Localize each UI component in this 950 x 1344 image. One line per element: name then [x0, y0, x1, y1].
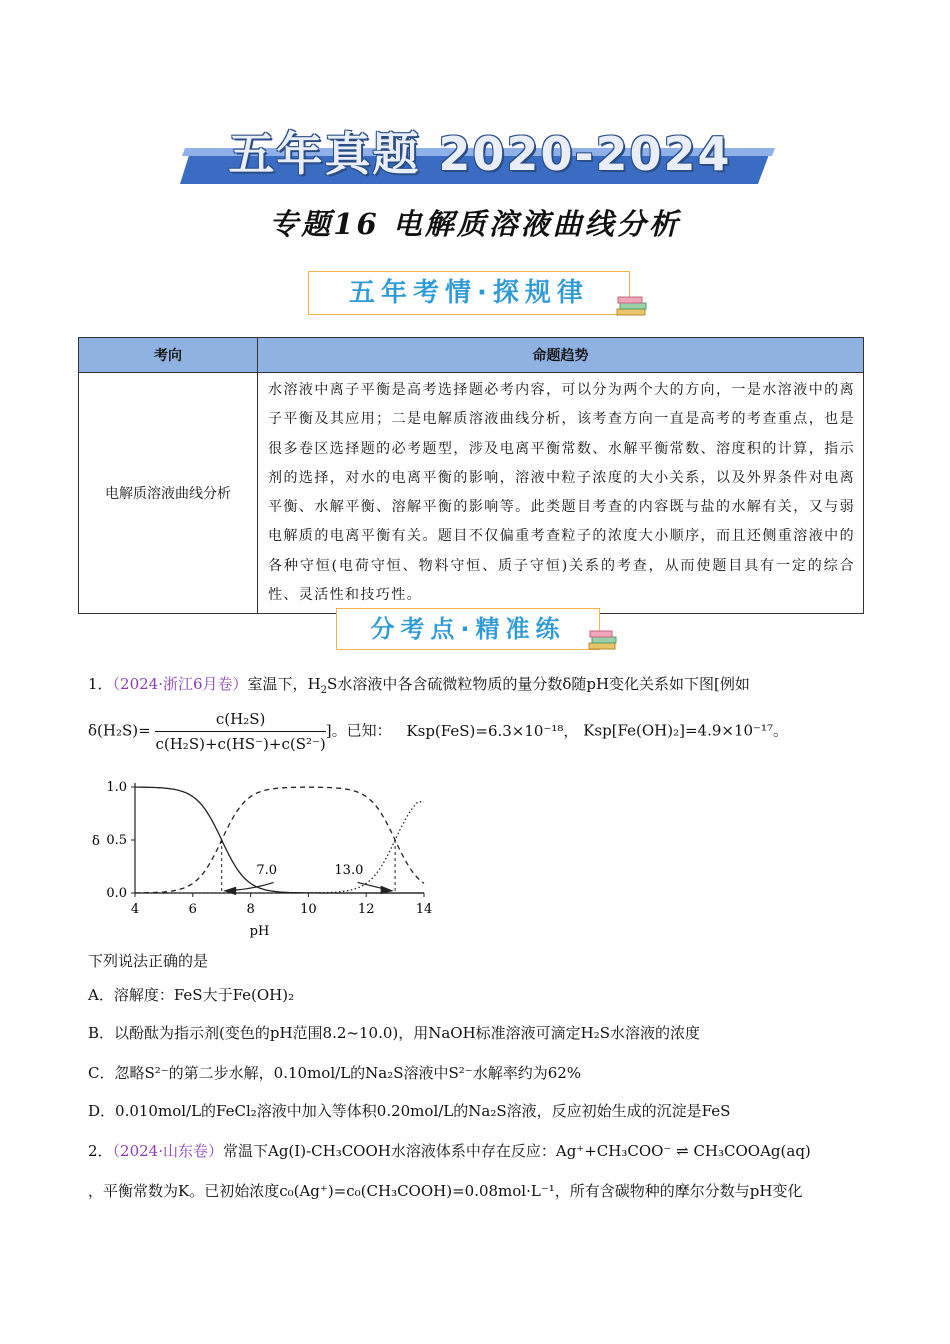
table-row-text: 水溶液中离子平衡是高考选择题必考内容，可以分为两个大的方向，一是水溶液中的离子平衡及其应用；二是电解质溶液曲线分析，该考查方向一直是高考的考查重点，也是很多卷区选择题的必考题型，涉及电离平衡常数、水解平衡常数、溶度积的计算，指示剂的选择，对水的电离平衡的影响，溶液中粒子浓度的大小关系，以及外界条件对电离平衡、水解平衡、溶解平衡的影响等。此类题目考查的内容既与盐的水解有关，又与弱电解质的电离平衡有关。题目不仅偏重考查粒子的浓度大小顺序，而且还侧重溶液中的各种守恒(电荷守恒、物料守恒、质子守恒)关系的考查，从而使题目具有一定的综合性、灵活性和技巧性。	[258, 373, 864, 614]
stem-text: 变化关系如下图[例如	[609, 675, 750, 693]
question-1-stem: 1．（2024·浙江6月卷）室温下，$H_2S$水溶液中各含硫微粒物质的量分数δ随pH变化关系如下图[例如	[88, 675, 750, 696]
chart-curves	[135, 787, 424, 893]
section-heading-practice: 分考点·精准练	[336, 608, 600, 650]
question-1-prompt: 下列说法正确的是	[88, 952, 209, 970]
title-banner	[0, 0, 950, 200]
x-tick-label: 10	[300, 902, 317, 917]
question-number: 2．	[88, 1142, 113, 1160]
arrow-head	[223, 887, 236, 895]
chart-labels	[92, 780, 432, 939]
delta-lhs: δ(H₂S)=	[88, 721, 151, 740]
x-axis-label: pH	[249, 924, 270, 939]
x-tick-label: 12	[357, 902, 375, 917]
question-number: 1．	[88, 675, 113, 693]
series-line-solid	[135, 787, 424, 893]
section-heading-trends: 五年考情·探规律	[308, 271, 630, 315]
y-tick-label: 1.0	[106, 780, 127, 795]
fraction-numerator: c(H₂S)	[155, 708, 325, 732]
banner-title: 五年真题 2020-2024	[228, 127, 732, 181]
series-line-dotted	[135, 802, 424, 893]
x-tick-label: 4	[130, 902, 140, 917]
annotation-label: 13.0	[334, 862, 364, 878]
table-header-direction: 考向	[79, 338, 258, 373]
x-tick-label: 14	[415, 902, 433, 917]
option-c[interactable]: C．忽略S²⁻的第二步水解，0.10mol/L的Na₂S溶液中S²⁻水解率约为62%	[88, 1064, 582, 1082]
series-line-dashed	[135, 787, 424, 893]
question-source: （2024·山东卷）	[112, 1142, 223, 1160]
option-d[interactable]: D．0.010mol/L的FeCl₂溶液中加入等体积0.20mol/L的Na₂S溶液，反应初始生成的沉淀是FeS	[88, 1102, 731, 1120]
topic-title: 专题16 电解质溶液曲线分析	[269, 207, 681, 241]
option-a[interactable]: A．溶解度：FeS大于Fe(OH)₂	[88, 986, 295, 1004]
distribution-chart	[84, 770, 444, 945]
table-header-row	[79, 338, 864, 373]
question-2-line2: ，平衡常数为K。已初始浓度c₀(Ag⁺)=c₀(CH₃COOH)=0.08mol·L⁻¹，所有含碳物种的摩尔分数与pH变化	[88, 1182, 803, 1200]
trend-table	[78, 337, 864, 614]
stem-text: 水溶液中各含硫微粒物质的量分数δ随	[337, 675, 587, 693]
fraction-denominator: c(H₂S)+c(HS⁻)+c(S²⁻)	[155, 735, 326, 753]
books-icon	[586, 630, 620, 654]
table-row	[79, 373, 864, 614]
stem-text: 室温下，	[247, 675, 308, 693]
y-tick-label: 0.5	[106, 833, 127, 848]
option-b[interactable]: B．以酚酞为指示剂(变色的pH范围8.2~10.0)，用NaOH标准溶液可滴定H₂S水溶液的浓度	[88, 1024, 701, 1042]
stem-text: 常温下Ag(Ⅰ)-CH₃COOH水溶液体系中存在反应：Ag⁺+CH₃COO⁻ ⇌ CH₃COOAg(aq)	[223, 1142, 811, 1160]
table-row-label: 电解质溶液曲线分析	[79, 373, 258, 614]
table-header-trend: 命题趋势	[258, 338, 864, 373]
ksp-fes: Ksp(FeS)=6.3×10⁻¹⁸，	[406, 721, 579, 740]
ksp-feoh2: Ksp[Fe(OH)₂]=4.9×10⁻¹⁷。	[583, 721, 788, 740]
y-tick-label: 0.0	[106, 886, 127, 901]
question-2-line1	[88, 1140, 811, 1162]
books-icon	[614, 295, 650, 321]
delta-fraction	[155, 708, 325, 755]
x-tick-label: 8	[246, 902, 255, 917]
question-1-formula	[88, 708, 788, 755]
annotation-label: 7.0	[256, 862, 278, 878]
y-axis-label: δ	[92, 834, 100, 849]
question-source: （2024·浙江6月卷）	[112, 675, 248, 693]
x-tick-label: 6	[188, 902, 197, 917]
chart-axes	[131, 783, 424, 897]
formula-after: ]。已知：	[325, 721, 392, 740]
